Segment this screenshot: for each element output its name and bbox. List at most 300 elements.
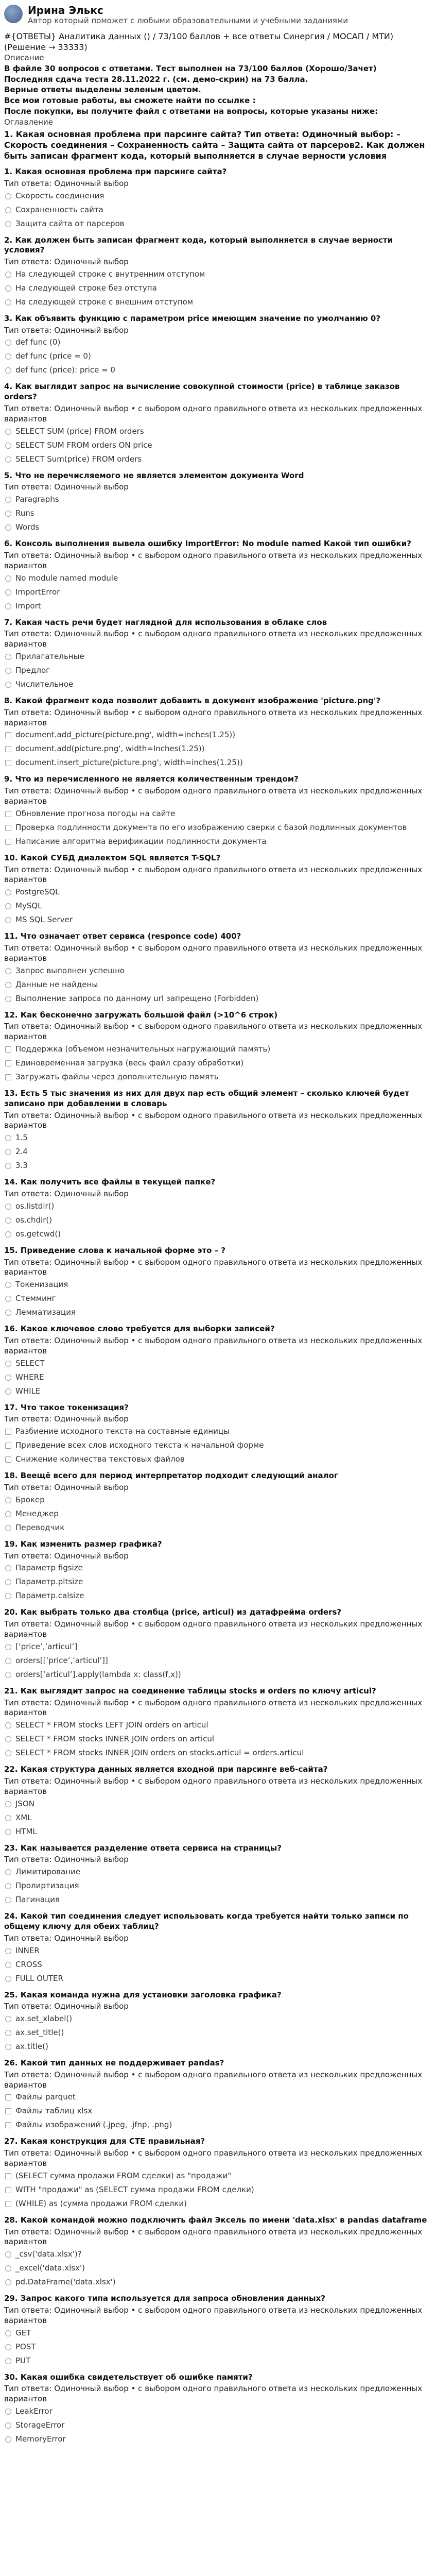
question-title: 12. Как бесконечно загружать большой файл (>10^6 строк) [4, 1010, 278, 1020]
radio-icon[interactable] [5, 996, 11, 1002]
radio-icon[interactable] [5, 1750, 11, 1756]
answer-option-text: ax.set_xlabel() [15, 2014, 73, 2024]
answer-option[interactable] [4, 901, 432, 912]
options-list [4, 1280, 432, 1318]
radio-icon[interactable] [5, 1361, 11, 1367]
answer-option-text: Прилагательные [15, 652, 84, 662]
question-block [4, 1089, 432, 1172]
answer-option[interactable] [4, 1946, 432, 1957]
radio-icon[interactable] [5, 2358, 11, 2364]
answer-option-text: SELECT * FROM stocks INNER JOIN orders on stocks.articul = orders.articul [15, 1748, 304, 1758]
question-block [4, 1911, 432, 1984]
question-block [4, 1843, 432, 1906]
question-title: 28. Какой командой можно подключить файл Эксель по имени 'data.xlsx' в pandas dataframe [4, 2215, 427, 2225]
answer-option-text: SELECT * FROM stocks INNER JOIN orders on articul [15, 1734, 215, 1744]
checkbox-icon[interactable] [5, 2122, 11, 2128]
radio-icon[interactable] [5, 1511, 11, 1517]
radio-icon[interactable] [5, 1897, 11, 1903]
answer-option-text: document.insert_picture(picture.png', width=inches(1.25)) [15, 758, 243, 768]
answer-option[interactable] [4, 1867, 432, 1878]
options-list [4, 427, 432, 465]
answer-type: Тип ответа: Одиночный выбор [4, 325, 129, 335]
answer-option[interactable] [4, 1591, 432, 1602]
answer-type: Тип ответа: Одиночный выбор [4, 482, 129, 492]
answer-option[interactable] [4, 427, 432, 437]
answer-option[interactable] [4, 1577, 432, 1588]
radio-icon[interactable] [5, 443, 11, 449]
answer-option[interactable] [4, 1827, 432, 1838]
answer-option-text: Менеджер [15, 1509, 59, 1518]
answer-option-text: Пролиртизация [15, 1881, 79, 1891]
answer-option[interactable] [4, 2014, 432, 2025]
answer-option-text: orders[[‘price’,’articul’]] [15, 1655, 108, 1665]
radio-icon[interactable] [5, 285, 11, 292]
answer-option[interactable] [4, 1280, 432, 1291]
checkbox-icon[interactable] [5, 811, 11, 817]
answer-option[interactable] [4, 2185, 432, 2196]
radio-icon[interactable] [5, 1736, 11, 1742]
answer-option-text: На следующей строке с внутренним отступом [15, 269, 205, 279]
answer-option[interactable] [4, 666, 432, 676]
answer-type: Тип ответа: Одиночный выбор • с выбором одного правильного ответа из нескольких предложенных вариантов [4, 1257, 423, 1277]
radio-icon[interactable] [5, 1883, 11, 1889]
answer-option[interactable] [4, 2328, 432, 2339]
radio-icon[interactable] [5, 917, 11, 923]
answer-option[interactable] [4, 915, 432, 926]
answer-option[interactable] [4, 1386, 432, 1397]
answer-option[interactable] [4, 509, 432, 519]
checkbox-icon[interactable] [5, 825, 11, 831]
radio-icon[interactable] [5, 1815, 11, 1821]
answer-option[interactable] [4, 1509, 432, 1520]
radio-icon[interactable] [5, 429, 11, 435]
radio-icon[interactable] [5, 2044, 11, 2050]
radio-icon[interactable] [5, 1375, 11, 1381]
radio-icon[interactable] [5, 889, 11, 895]
answer-option[interactable] [4, 2028, 432, 2039]
answer-option[interactable] [4, 2120, 432, 2131]
answer-option[interactable] [4, 1427, 432, 1437]
answer-option[interactable] [4, 522, 432, 533]
answer-option-text: PostgreSQL [15, 887, 60, 897]
radio-icon[interactable] [5, 1593, 11, 1599]
radio-icon[interactable] [5, 2422, 11, 2429]
radio-icon[interactable] [5, 1149, 11, 1155]
radio-icon[interactable] [5, 2436, 11, 2443]
answer-option[interactable] [4, 283, 432, 294]
answer-option[interactable] [4, 573, 432, 584]
answer-option[interactable] [4, 980, 432, 991]
radio-icon[interactable] [5, 668, 11, 674]
answer-option-text: Загружать файлы через дополнительную память [15, 1072, 219, 1081]
answer-option[interactable] [4, 601, 432, 612]
question-title: 18. Веещё всего для период интерпретатор подходит следующий аналог [4, 1471, 338, 1481]
answer-option[interactable] [4, 205, 432, 216]
answer-option[interactable] [4, 440, 432, 451]
radio-icon[interactable] [5, 511, 11, 517]
answer-option-text: MS SQL Server [15, 915, 73, 925]
checkbox-icon[interactable] [5, 1060, 11, 1066]
checkbox-icon[interactable] [5, 2094, 11, 2100]
answer-option-text: 1.5 [15, 1133, 28, 1143]
answer-option[interactable] [4, 1161, 432, 1172]
options-list [4, 966, 432, 1005]
answer-option[interactable] [4, 191, 432, 202]
answer-option[interactable] [4, 1454, 432, 1465]
checkbox-icon[interactable] [5, 1074, 11, 1080]
radio-icon[interactable] [5, 603, 11, 609]
answer-option[interactable] [4, 219, 432, 230]
answer-option-text: Токенизация [15, 1280, 68, 1290]
answer-option-text: os.listdir() [15, 1201, 55, 1211]
question-block [4, 1539, 432, 1602]
radio-icon[interactable] [5, 299, 11, 306]
answer-option[interactable] [4, 1308, 432, 1318]
answer-option[interactable] [4, 1294, 432, 1304]
answer-option[interactable] [4, 2106, 432, 2117]
radio-icon[interactable] [5, 1722, 11, 1728]
answer-option[interactable] [4, 823, 432, 834]
answer-option[interactable] [4, 809, 432, 820]
answer-option-text: Выполнение запроса по данному url запрещено (Forbidden) [15, 993, 259, 1003]
radio-icon[interactable] [5, 1231, 11, 1238]
answer-option[interactable] [4, 495, 432, 505]
radio-icon[interactable] [5, 2030, 11, 2036]
options-list [4, 1720, 432, 1759]
answer-option-text: SELECT Sum(price) FROM orders [15, 454, 142, 464]
answer-option[interactable] [4, 1734, 432, 1745]
answer-option[interactable] [4, 2434, 432, 2445]
radio-icon[interactable] [5, 1801, 11, 1807]
radio-icon[interactable] [5, 1976, 11, 1982]
answer-type: Тип ответа: Одиночный выбор • с выбором одного правильного ответа из нескольких предложенных вариантов [4, 629, 423, 649]
radio-icon[interactable] [5, 456, 11, 463]
answer-option-text: ax.title() [15, 2042, 48, 2052]
question-block [4, 471, 432, 534]
question-title: 17. Что такое токенизация? [4, 1402, 129, 1412]
answer-option[interactable] [4, 2263, 432, 2274]
answer-type: Тип ответа: Одиночный выбор • с выбором одного правильного ответа из нескольких предложенных вариантов [4, 404, 423, 423]
radio-icon[interactable] [5, 1217, 11, 1224]
answer-option[interactable] [4, 1044, 432, 1055]
answer-option[interactable] [4, 337, 432, 348]
options-list [4, 191, 432, 230]
answer-type: Тип ответа: Одиночный выбор • с выбором одного правильного ответа из нескольких предложенных вариантов [4, 2227, 423, 2247]
options-list [4, 2406, 432, 2445]
answer-option[interactable] [4, 2249, 432, 2260]
options-list [4, 2328, 432, 2367]
radio-icon[interactable] [5, 367, 11, 374]
answer-type: Тип ответа: Одиночный выбор • с выбором одного правильного ответа из нескольких предложенных вариантов [4, 1698, 423, 1718]
answer-option-text: Лимитирование [15, 1867, 81, 1877]
options-list [4, 269, 432, 308]
contents-label: Оглавление [4, 117, 53, 127]
answer-option[interactable] [4, 1215, 432, 1226]
radio-icon[interactable] [5, 1135, 11, 1141]
options-list [4, 1427, 432, 1465]
answer-option-text: Снижение количества текстовых файлов [15, 1454, 185, 1464]
checkbox-icon[interactable] [5, 2108, 11, 2114]
answer-option[interactable] [4, 1670, 432, 1681]
answer-type: Тип ответа: Одиночный выбор • с выбором одного правильного ответа из нескольких предложенных вариантов [4, 1022, 423, 1042]
answer-option-text: Брокер [15, 1495, 45, 1504]
answer-option-text: WITH "продажи" as (SELECT сумма продажи FROM сделки) [15, 2184, 254, 2194]
intro-line-3: Верные ответы выделены зеленым цветом. [4, 85, 201, 95]
radio-icon[interactable] [5, 524, 11, 531]
radio-icon[interactable] [5, 193, 11, 199]
answer-option[interactable] [4, 837, 432, 848]
answer-option[interactable] [4, 1974, 432, 1985]
answer-option[interactable] [4, 1748, 432, 1759]
radio-icon[interactable] [5, 968, 11, 974]
answer-option[interactable] [4, 652, 432, 663]
answer-option[interactable] [4, 365, 432, 376]
answer-option[interactable] [4, 1359, 432, 1369]
radio-icon[interactable] [5, 1672, 11, 1678]
answer-option[interactable] [4, 680, 432, 690]
question-title: 7. Какая часть речи будет наглядной для использования в облаке слов [4, 617, 327, 627]
answer-option-text: PUT [15, 2355, 31, 2365]
answer-type: Тип ответа: Одиночный выбор • с выбором одного правильного ответа из нескольких предложенных вариантов [4, 2070, 423, 2090]
radio-icon[interactable] [5, 1282, 11, 1288]
options-list [4, 2092, 432, 2131]
answer-option-text: INNER [15, 1945, 40, 1955]
answer-option[interactable] [4, 1072, 432, 1083]
author-block [4, 5, 432, 26]
radio-icon[interactable] [5, 903, 11, 909]
answer-option[interactable] [4, 1229, 432, 1240]
answer-option-text: pd.DataFrame('data.xlsx') [15, 2277, 116, 2287]
answer-option[interactable] [4, 1495, 432, 1506]
answer-type: Тип ответа: Одиночный выбор • с выбором одного правильного ответа из нескольких предложенных вариантов [4, 786, 423, 806]
answer-option-text: No module named module [15, 573, 118, 583]
answer-option-text: StorageError [15, 2420, 65, 2430]
radio-icon[interactable] [5, 353, 11, 360]
checkbox-icon[interactable] [5, 760, 11, 766]
answer-option[interactable] [4, 1058, 432, 1069]
checkbox-icon[interactable] [5, 1046, 11, 1053]
question-block [4, 2137, 432, 2209]
answer-option-text: Import [15, 601, 41, 611]
question-title: 9. Что из перечисленного не является количественным трендом? [4, 774, 299, 784]
radio-icon[interactable] [5, 654, 11, 660]
answer-option[interactable] [4, 2420, 432, 2431]
answer-option-text: HTML [15, 1826, 37, 1836]
answer-type: Тип ответа: Одиночный выбор • с выбором одного правильного ответа из нескольких предложенных вариантов [4, 2148, 423, 2168]
answer-option[interactable] [4, 2199, 432, 2210]
checkbox-icon[interactable] [5, 1456, 11, 1463]
answer-option-text: orders[‘articul’].apply(lambda x: class(f,x)) [15, 1669, 181, 1679]
answer-option-text: _csv('data.xlsx')? [15, 2249, 82, 2259]
answer-option[interactable] [4, 744, 432, 755]
radio-icon[interactable] [5, 1962, 11, 1968]
radio-icon[interactable] [5, 2251, 11, 2258]
question-title: 25. Какая команда нужна для установки заголовка графика? [4, 1990, 282, 1999]
options-list [4, 1642, 432, 1681]
question-title: 1. Какая основная проблема при парсинге сайта? Тип ответа: Одиночный выбор: – Скорость соединения – Сохраненность сайта – Защита сайта от парсеров2. Как должен быть записан фрагмент кода, который выполняется в случае верности условия [4, 129, 425, 161]
question-block [4, 167, 432, 230]
answer-option[interactable] [4, 587, 432, 598]
answer-option[interactable] [4, 1133, 432, 1144]
answer-option-text: Запрос выполнен успешно [15, 965, 125, 975]
answer-option-text: Параметр.calsize [15, 1591, 84, 1601]
answer-option[interactable] [4, 269, 432, 280]
author-name[interactable]: Ирина Элькс [28, 4, 103, 16]
answer-option-text: Runs [15, 509, 34, 518]
radio-icon[interactable] [5, 1644, 11, 1650]
question-block [4, 1471, 432, 1534]
answer-option[interactable] [4, 1895, 432, 1906]
radio-icon[interactable] [5, 1525, 11, 1531]
answer-type: Тип ответа: Одиночный выбор • с выбором одного правильного ответа из нескольких предложенных вариантов [4, 1110, 423, 1130]
answer-option-text: 2.4 [15, 1147, 28, 1157]
question-block [4, 129, 432, 161]
answer-option[interactable] [4, 1642, 432, 1653]
answer-option[interactable] [4, 2171, 432, 2182]
answer-option[interactable] [4, 1656, 432, 1667]
question-block [4, 382, 432, 465]
radio-icon[interactable] [5, 575, 11, 582]
answer-option[interactable] [4, 454, 432, 465]
answer-option[interactable] [4, 1523, 432, 1534]
answer-option[interactable] [4, 1147, 432, 1158]
radio-icon[interactable] [5, 2016, 11, 2022]
radio-icon[interactable] [5, 1388, 11, 1395]
radio-icon[interactable] [5, 1497, 11, 1503]
radio-icon[interactable] [5, 1296, 11, 1302]
checkbox-icon[interactable] [5, 2173, 11, 2179]
question-block [4, 853, 432, 926]
description-label: Описание [4, 53, 44, 62]
answer-option-text: LeakError [15, 2406, 53, 2416]
checkbox-icon[interactable] [5, 746, 11, 752]
answer-option-text: def func (price): price = 0 [15, 365, 115, 375]
checkbox-icon[interactable] [5, 2201, 11, 2207]
options-list [4, 1867, 432, 1906]
answer-option[interactable] [4, 994, 432, 1005]
radio-icon[interactable] [5, 497, 11, 503]
answer-option-text: На следующей строке без отступа [15, 283, 157, 293]
answer-option[interactable] [4, 1563, 432, 1574]
answer-option-text: Параметр figsize [15, 1563, 83, 1573]
answer-option-text: Пагинация [15, 1895, 60, 1905]
answer-option[interactable] [4, 2092, 432, 2103]
radio-icon[interactable] [5, 1948, 11, 1954]
answer-option-text: Words [15, 522, 40, 532]
radio-icon[interactable] [5, 207, 11, 213]
question-title: 2. Как должен быть записан фрагмент кода, который выполняется в случае верности условия? [4, 235, 393, 255]
checkbox-icon[interactable] [5, 1443, 11, 1449]
radio-icon[interactable] [5, 221, 11, 227]
radio-icon[interactable] [5, 1829, 11, 1835]
question-block [4, 2372, 432, 2445]
question-block [4, 1403, 432, 1466]
question-block [4, 1246, 432, 1318]
options-list [4, 1563, 432, 1602]
question-title: 30. Какая ошибка свидетельствует об ошибке памяти? [4, 2372, 253, 2382]
question-block [4, 2294, 432, 2366]
radio-icon[interactable] [5, 1163, 11, 1169]
avatar[interactable] [4, 5, 23, 23]
radio-icon[interactable] [5, 682, 11, 688]
options-list [4, 1799, 432, 1838]
question-block [4, 696, 432, 769]
answer-type: Тип ответа: Одиночный выбор [4, 1855, 129, 1865]
intro-line-4[interactable]: Все мои готовые работы, вы сможете найти по ссылке : [4, 96, 256, 106]
answer-option[interactable] [4, 758, 432, 769]
answer-option[interactable] [4, 1813, 432, 1824]
radio-icon[interactable] [5, 2265, 11, 2272]
radio-icon[interactable] [5, 589, 11, 596]
radio-icon[interactable] [5, 1579, 11, 1585]
radio-icon[interactable] [5, 340, 11, 346]
options-list [4, 1359, 432, 1397]
radio-icon[interactable] [5, 1310, 11, 1316]
options-list [4, 2014, 432, 2053]
checkbox-icon[interactable] [5, 1429, 11, 1435]
answer-option[interactable] [4, 1720, 432, 1731]
answer-option-text: Данные не найдены [15, 979, 98, 989]
answer-option-text: CROSS [15, 1959, 42, 1969]
answer-option-text: document.add(picture.png', width=Inches(1.25)) [15, 744, 205, 754]
answer-option[interactable] [4, 730, 432, 741]
radio-icon[interactable] [5, 272, 11, 278]
question-block [4, 2058, 432, 2131]
answer-option[interactable] [4, 966, 432, 977]
answer-type: Тип ответа: Одиночный выбор [4, 1414, 129, 1424]
question-title: 27. Какая конструкция для CTE правильная? [4, 2137, 205, 2146]
answer-option[interactable] [4, 1440, 432, 1451]
radio-icon[interactable] [5, 1565, 11, 1571]
radio-icon[interactable] [5, 2409, 11, 2415]
answer-option[interactable] [4, 2342, 432, 2353]
checkbox-icon[interactable] [5, 2187, 11, 2193]
question-block [4, 1686, 432, 1759]
answer-option[interactable] [4, 297, 432, 308]
checkbox-icon[interactable] [5, 839, 11, 845]
answer-option[interactable] [4, 1960, 432, 1971]
question-block [4, 618, 432, 690]
answer-option-text: Единовременная загрузка (весь файл сразу обработки) [15, 1058, 244, 1067]
answer-option[interactable] [4, 2277, 432, 2288]
radio-icon[interactable] [5, 2344, 11, 2350]
checkbox-icon[interactable] [5, 732, 11, 738]
answer-option[interactable] [4, 1201, 432, 1212]
question-block [4, 931, 432, 1004]
answer-option[interactable] [4, 2042, 432, 2053]
answer-type: Тип ответа: Одиночный выбор • с выбором одного правильного ответа из нескольких предложенных вариантов [4, 1619, 423, 1639]
radio-icon[interactable] [5, 1658, 11, 1664]
radio-icon[interactable] [5, 982, 11, 988]
options-list [4, 2171, 432, 2210]
answer-option-text: Параметр.pltsize [15, 1577, 83, 1587]
question-title: 3. Как объявить функцию с параметром price имеющим значение по умолчанию 0? [4, 313, 381, 323]
radio-icon[interactable] [5, 1869, 11, 1875]
answer-option-text: (SELECT сумма продажи FROM сделки) as "продажи" [15, 2171, 232, 2180]
answer-option[interactable] [4, 2406, 432, 2417]
answer-option[interactable] [4, 2356, 432, 2367]
radio-icon[interactable] [5, 2279, 11, 2285]
question-block [4, 1177, 432, 1240]
options-list [4, 1201, 432, 1240]
answer-option[interactable] [4, 1881, 432, 1892]
answer-option[interactable] [4, 351, 432, 362]
answer-option[interactable] [4, 1799, 432, 1810]
answer-option[interactable] [4, 1372, 432, 1383]
answer-option[interactable] [4, 887, 432, 898]
radio-icon[interactable] [5, 2330, 11, 2336]
radio-icon[interactable] [5, 1204, 11, 1210]
